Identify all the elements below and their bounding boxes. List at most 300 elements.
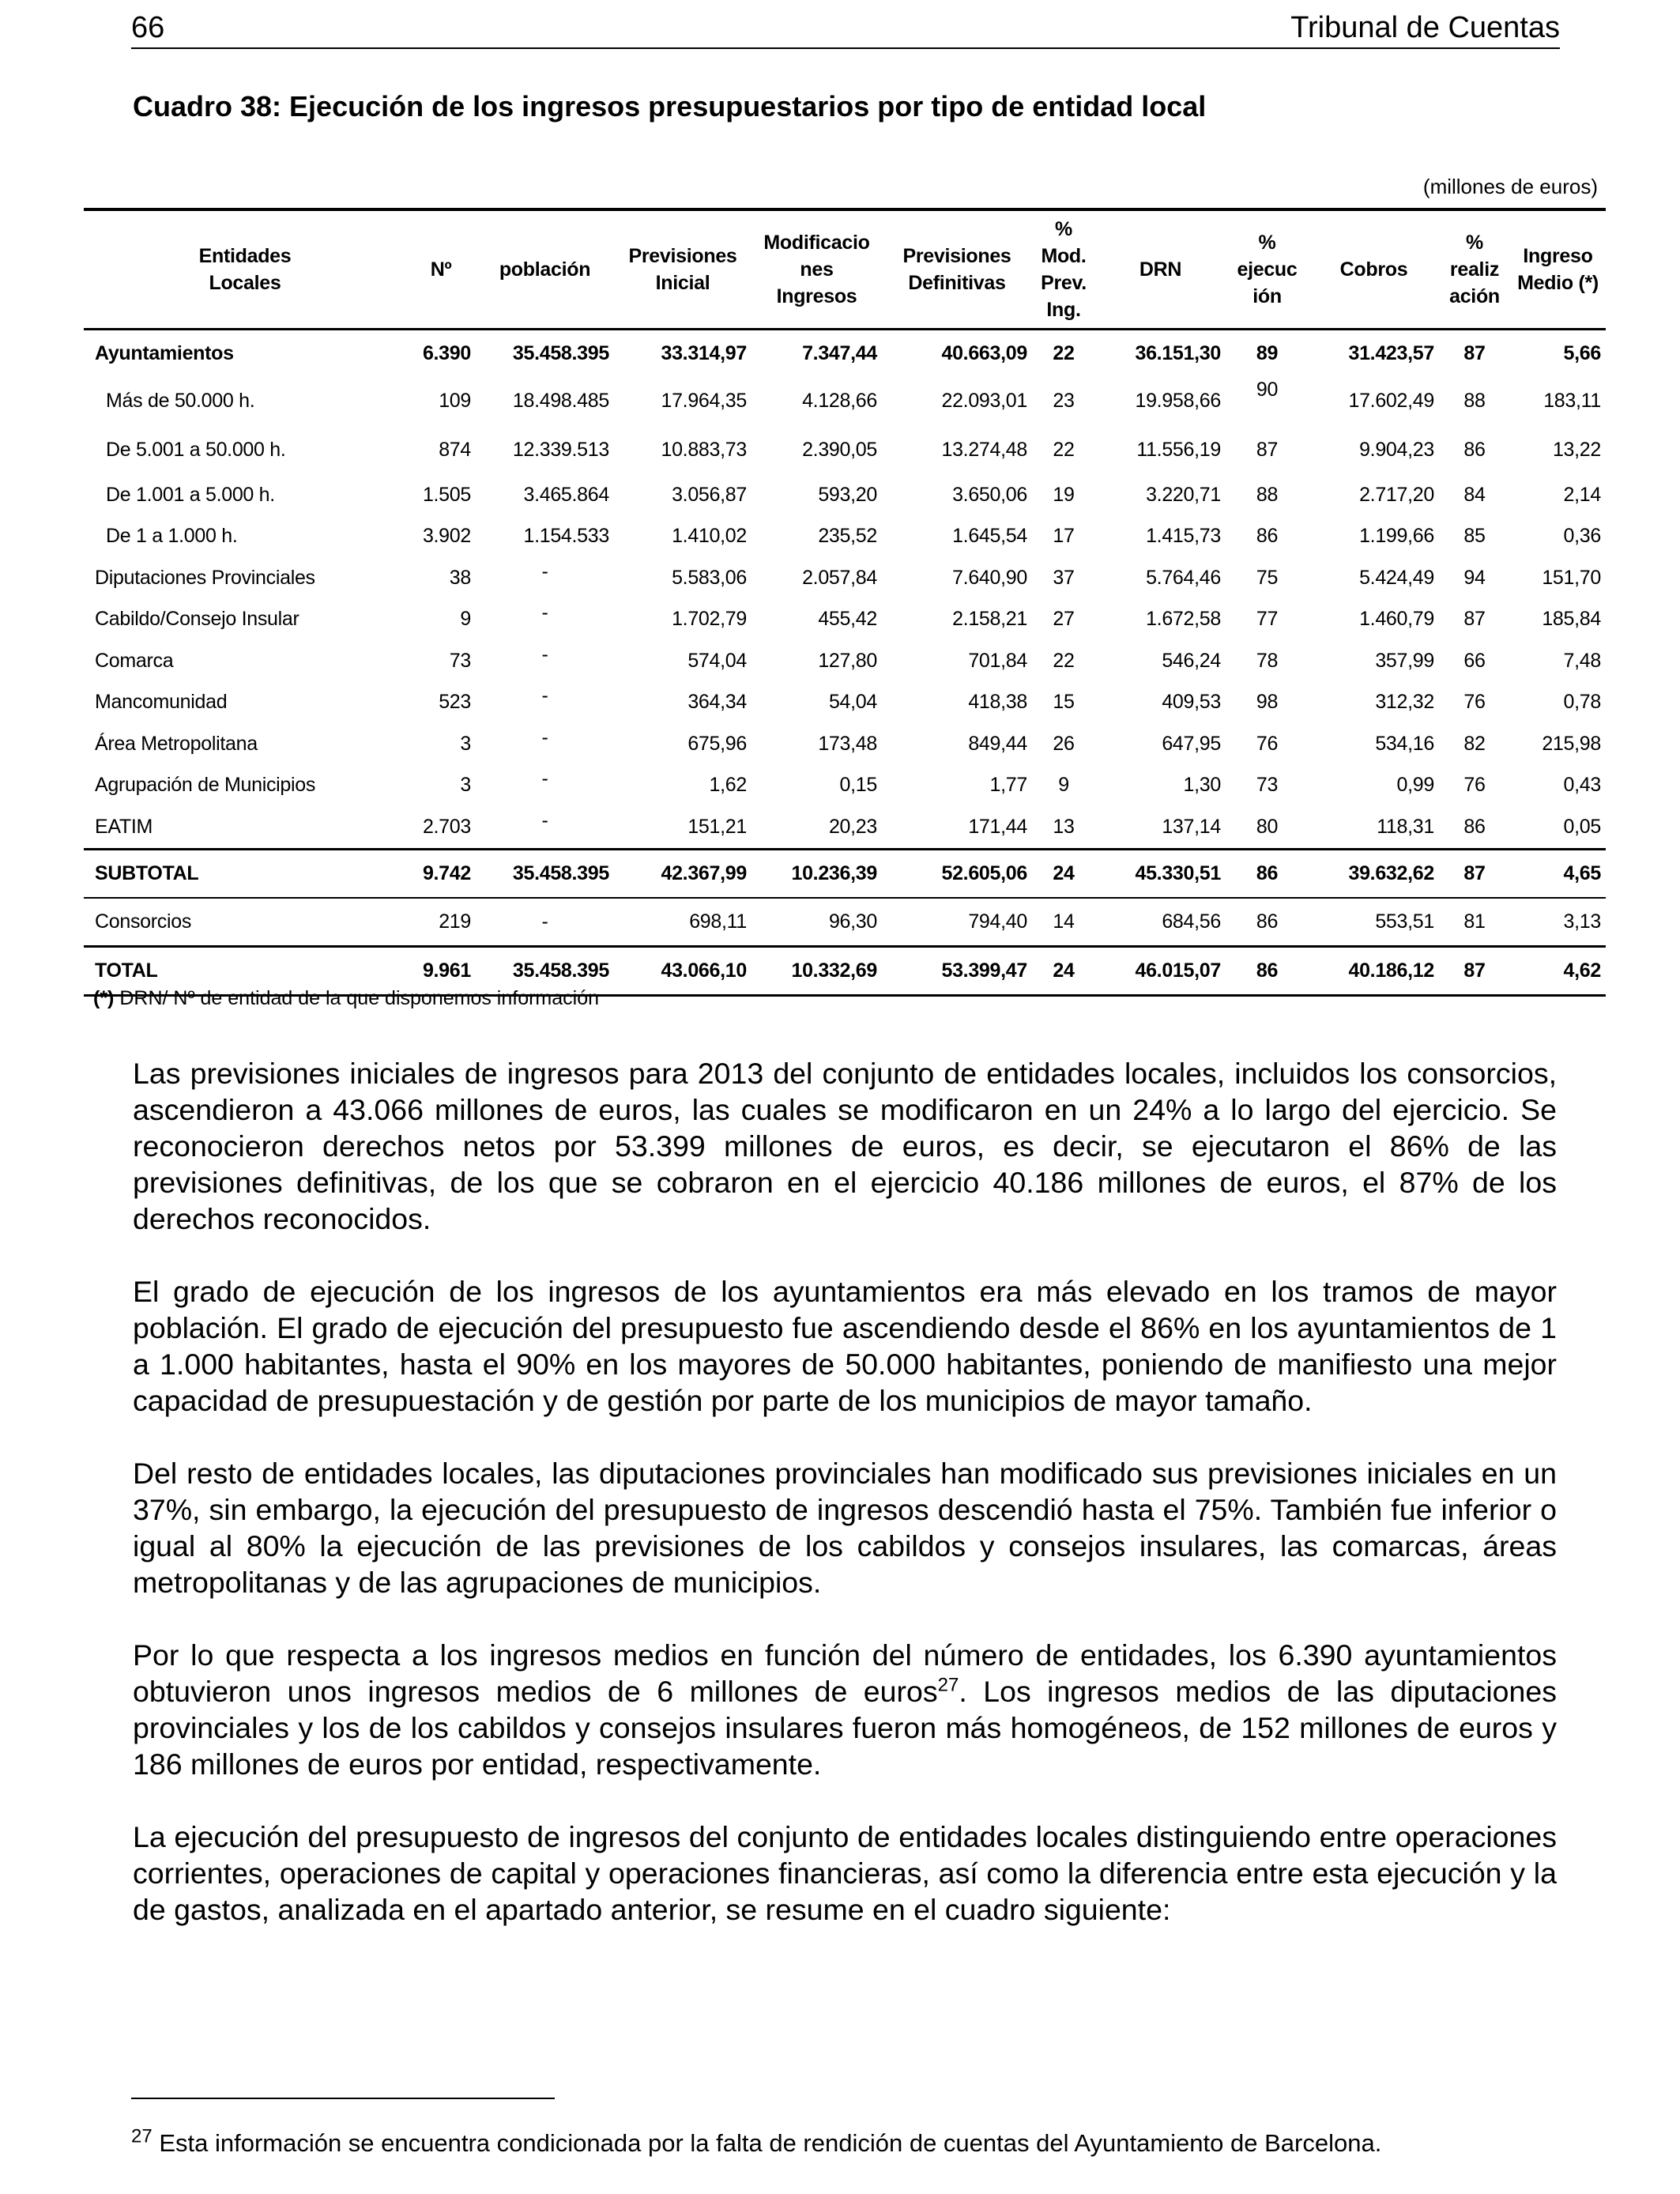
- cell-text: 11.556,19: [1136, 438, 1221, 461]
- cell-text: 82: [1463, 732, 1486, 755]
- cell-text: 85: [1463, 525, 1486, 548]
- cell-text: 6.390: [422, 341, 471, 364]
- value-cell: [751, 516, 882, 558]
- cell-text: 9: [1058, 774, 1069, 797]
- value-cell: [476, 599, 614, 641]
- cell-text: EATIM: [95, 815, 153, 838]
- cell-text: 0,43: [1563, 774, 1601, 797]
- value-cell: [614, 516, 751, 558]
- table-body: [84, 330, 1606, 996]
- value-cell: [1226, 599, 1309, 641]
- page-footnote: [131, 2125, 1382, 2159]
- value-cell: [614, 376, 751, 425]
- cell-text: 118,31: [1377, 815, 1434, 838]
- value-cell: [1226, 682, 1309, 724]
- cell-text: 7,48: [1563, 649, 1601, 672]
- value-cell: [476, 806, 614, 849]
- value-cell: [1095, 765, 1226, 807]
- table-row: [84, 474, 1606, 516]
- column-header: [751, 209, 882, 330]
- value-cell: [1032, 682, 1095, 724]
- cell-text: 26: [1053, 732, 1075, 755]
- cell-text: 364,34: [687, 691, 747, 714]
- budget-table-container: [84, 208, 1606, 997]
- column-header-line: Nº: [430, 258, 452, 281]
- cell-text: SUBTOTAL: [95, 861, 199, 884]
- value-cell: [1309, 376, 1439, 425]
- cell-text: 76: [1463, 774, 1486, 797]
- value-cell: [1439, 557, 1510, 599]
- value-cell: [1095, 806, 1226, 849]
- table-header-row: [84, 209, 1606, 330]
- cell-text: 15: [1053, 691, 1075, 714]
- cell-text: 3.220,71: [1146, 483, 1221, 506]
- value-cell: [1095, 898, 1226, 947]
- value-cell: [882, 474, 1032, 516]
- cell-text: 87: [1463, 341, 1486, 364]
- value-cell: [1439, 425, 1510, 474]
- value-cell: [406, 599, 476, 641]
- value-cell: [1510, 806, 1606, 849]
- cell-text: 0,36: [1563, 525, 1601, 548]
- value-cell: [1510, 376, 1606, 425]
- column-header-line: Mod.: [1041, 245, 1087, 267]
- value-cell: [1439, 640, 1510, 682]
- value-cell: [476, 425, 614, 474]
- value-cell: [1032, 849, 1095, 898]
- value-cell: [751, 425, 882, 474]
- cell-text: 27: [1053, 608, 1075, 631]
- cell-text: 17: [1053, 525, 1075, 548]
- value-cell: [406, 640, 476, 682]
- entity-name-cell: [84, 765, 406, 807]
- entity-name-cell: [84, 849, 406, 898]
- cell-text: Comarca: [95, 649, 174, 672]
- cell-text: 98: [1256, 691, 1279, 714]
- value-cell: [751, 946, 882, 995]
- table-row: [84, 765, 1606, 807]
- value-cell: [1226, 474, 1309, 516]
- cell-text: Área Metropolitana: [95, 732, 258, 755]
- cell-text: 3,13: [1563, 910, 1601, 933]
- column-header-line: ejecuc: [1237, 258, 1298, 281]
- value-cell: [1309, 330, 1439, 377]
- cell-text: 17.602,49: [1348, 389, 1434, 412]
- cell-text: 78: [1256, 649, 1279, 672]
- cell-text: TOTAL: [95, 959, 158, 982]
- value-cell: [882, 898, 1032, 947]
- cell-text: 1,77: [989, 774, 1027, 797]
- column-header-line: ión: [1252, 285, 1282, 307]
- value-cell: [751, 723, 882, 765]
- cell-text: 4.128,66: [802, 389, 877, 412]
- value-cell: [882, 765, 1032, 807]
- entity-name-cell: [84, 474, 406, 516]
- value-cell: [614, 806, 751, 849]
- table-row: [84, 376, 1606, 425]
- column-header-line: Previsiones: [902, 245, 1011, 267]
- cell-text: 701,84: [968, 649, 1027, 672]
- column-header-line: %: [1055, 218, 1072, 240]
- cell-text: 81: [1463, 910, 1486, 933]
- value-cell: [406, 516, 476, 558]
- cell-text: 66: [1463, 649, 1486, 672]
- column-header-line: %: [1258, 232, 1276, 254]
- value-cell: [1510, 557, 1606, 599]
- cell-text: 1.154.533: [523, 525, 609, 548]
- cell-text: 9.742: [422, 861, 471, 884]
- value-cell: [751, 806, 882, 849]
- cell-text: 4,62: [1563, 959, 1601, 982]
- cell-text: -: [541, 726, 548, 748]
- column-header-line: Ingresos: [776, 285, 857, 307]
- value-cell: [1309, 682, 1439, 724]
- column-header: [614, 209, 751, 330]
- cell-text: 84: [1463, 483, 1486, 506]
- column-header-line: Medio (*): [1517, 272, 1599, 294]
- paragraph-2: El grado de ejecución de los ingresos de los ayuntamientos era más elevado en los tramos de mayor población. El grado de ejecución del presupuesto fue ascendiendo desde el 86% en los ayuntamientos de 1 a 1.000 habitantes, hasta el 90% en los mayores de 50.000 habitantes, poniendo de manifiesto una mejor capacidad de presupuestación y de gestión por parte de los municipios de mayor tamaño.: [133, 1275, 1557, 1417]
- cell-text: -: [541, 910, 548, 933]
- value-cell: [1032, 898, 1095, 947]
- table-footnote-text: DRN/ Nº de entidad de la que disponemos información: [114, 987, 600, 1009]
- value-cell: [406, 723, 476, 765]
- cell-text: 86: [1256, 861, 1279, 884]
- column-header: [84, 209, 406, 330]
- cell-text: 137,14: [1162, 815, 1221, 838]
- value-cell: [476, 898, 614, 947]
- cell-text: 593,20: [818, 483, 877, 506]
- entity-name-cell: [84, 516, 406, 558]
- cell-text: 87: [1463, 861, 1486, 884]
- column-header-line: población: [499, 258, 591, 281]
- cell-text: -: [541, 560, 548, 582]
- cell-text: 7.347,44: [802, 341, 877, 364]
- cell-text: 3: [460, 732, 471, 755]
- value-cell: [1510, 330, 1606, 377]
- body-text: [133, 1055, 1557, 1964]
- value-cell: [476, 376, 614, 425]
- value-cell: [751, 557, 882, 599]
- value-cell: [1309, 849, 1439, 898]
- value-cell: [1095, 474, 1226, 516]
- cell-text: 5.424,49: [1359, 566, 1434, 589]
- value-cell: [1439, 898, 1510, 947]
- cell-text: 151,70: [1542, 566, 1601, 589]
- cell-text: 1.672,58: [1146, 608, 1221, 631]
- column-header-line: %: [1466, 232, 1483, 254]
- cell-text: Agrupación de Municipios: [95, 774, 316, 797]
- cell-text: 5,66: [1563, 341, 1601, 364]
- cell-text: 13: [1053, 815, 1075, 838]
- cell-text: Consorcios: [95, 910, 192, 933]
- cell-text: Mancomunidad: [95, 691, 228, 714]
- value-cell: [1309, 640, 1439, 682]
- cell-text: 0,78: [1563, 691, 1601, 714]
- cell-text: 73: [449, 649, 471, 672]
- cell-text: 13,22: [1552, 438, 1601, 461]
- cell-text: 1,62: [709, 774, 747, 797]
- cell-text: 3: [460, 774, 471, 797]
- column-header-line: Prev.: [1041, 272, 1087, 294]
- cell-text: 3.902: [422, 525, 471, 548]
- cell-text: 2.057,84: [802, 566, 877, 589]
- value-cell: [1095, 557, 1226, 599]
- value-cell: [1309, 516, 1439, 558]
- value-cell: [476, 682, 614, 724]
- value-cell: [1510, 946, 1606, 995]
- column-header: [406, 209, 476, 330]
- cell-text: 2,14: [1563, 483, 1601, 506]
- cell-text: 20,23: [828, 815, 877, 838]
- cell-text: 24: [1053, 959, 1075, 982]
- cell-text: 40.186,12: [1348, 959, 1434, 982]
- cell-text: 86: [1463, 815, 1486, 838]
- cell-text: 76: [1256, 732, 1279, 755]
- column-header: [1095, 209, 1226, 330]
- cell-text: 3.465.864: [523, 483, 609, 506]
- cell-text: 10.236,39: [791, 861, 877, 884]
- value-cell: [751, 474, 882, 516]
- entity-name-cell: [84, 682, 406, 724]
- column-header-line: DRN: [1139, 258, 1182, 281]
- table-footnote: [93, 985, 599, 1012]
- column-header-line: Entidades: [198, 245, 292, 267]
- column-header: [1032, 209, 1095, 330]
- column-header: [1510, 209, 1606, 330]
- cell-text: 22: [1053, 649, 1075, 672]
- column-header-line: Inicial: [655, 272, 710, 294]
- value-cell: [614, 723, 751, 765]
- cell-text: 31.423,57: [1348, 341, 1434, 364]
- value-cell: [882, 806, 1032, 849]
- cell-text: 54,04: [828, 691, 877, 714]
- value-cell: [1439, 765, 1510, 807]
- cell-text: 33.314,97: [661, 341, 747, 364]
- cell-text: 127,80: [818, 649, 877, 672]
- cell-text: 90: [1256, 378, 1279, 401]
- value-cell: [882, 682, 1032, 724]
- value-cell: [1032, 640, 1095, 682]
- entity-name-cell: [84, 640, 406, 682]
- footnote-number: 27: [131, 2125, 153, 2147]
- cell-text: De 1 a 1.000 h.: [106, 525, 238, 548]
- value-cell: [751, 376, 882, 425]
- table-title: Cuadro 38: Ejecución de los ingresos presupuestarios por tipo de entidad local: [133, 90, 1207, 123]
- cell-text: 75: [1256, 566, 1279, 589]
- cell-text: -: [541, 684, 548, 707]
- column-header: [882, 209, 1032, 330]
- value-cell: [614, 599, 751, 641]
- cell-text: 357,99: [1375, 649, 1434, 672]
- value-cell: [614, 898, 751, 947]
- value-cell: [1095, 946, 1226, 995]
- value-cell: [1309, 425, 1439, 474]
- page-number: 66: [131, 11, 165, 44]
- value-cell: [1032, 599, 1095, 641]
- cell-text: 86: [1256, 525, 1279, 548]
- cell-text: 2.390,05: [802, 438, 877, 461]
- column-header: [1439, 209, 1510, 330]
- cell-text: 86: [1256, 910, 1279, 933]
- entity-name-cell: [84, 557, 406, 599]
- value-cell: [1032, 806, 1095, 849]
- value-cell: [1439, 376, 1510, 425]
- value-cell: [1226, 640, 1309, 682]
- cell-text: 1.415,73: [1146, 525, 1221, 548]
- value-cell: [1226, 557, 1309, 599]
- cell-text: 312,32: [1375, 691, 1434, 714]
- table-footnote-mark: (*): [93, 987, 115, 1009]
- paragraph-5: La ejecución del presupuesto de ingresos del conjunto de entidades locales distinguiendo entre operaciones corrientes, operaciones de capital y operaciones financieras, así como la diferencia entre esta ejecución y la de gastos, analizada en el apartado anterior, se resume en el cuadro siguiente:: [133, 1820, 1557, 1926]
- table-row: [84, 599, 1606, 641]
- cell-text: 76: [1463, 691, 1486, 714]
- value-cell: [1032, 557, 1095, 599]
- value-cell: [1510, 765, 1606, 807]
- value-cell: [476, 557, 614, 599]
- column-header-line: Ing.: [1046, 299, 1081, 321]
- value-cell: [406, 330, 476, 377]
- value-cell: [1510, 474, 1606, 516]
- paragraph-4: [133, 1637, 1557, 1782]
- table-row: [84, 806, 1606, 849]
- value-cell: [1510, 599, 1606, 641]
- value-cell: [1095, 682, 1226, 724]
- cell-text: 14: [1053, 910, 1075, 933]
- cell-text: 183,11: [1543, 389, 1601, 412]
- value-cell: [406, 898, 476, 947]
- cell-text: 409,53: [1162, 691, 1221, 714]
- footnote-reference[interactable]: 27: [937, 1674, 959, 1696]
- value-cell: [882, 849, 1032, 898]
- cell-text: 13.274,48: [941, 438, 1027, 461]
- value-cell: [1032, 723, 1095, 765]
- value-cell: [1510, 640, 1606, 682]
- value-cell: [614, 682, 751, 724]
- value-cell: [406, 849, 476, 898]
- cell-text: 36.151,30: [1135, 341, 1221, 364]
- value-cell: [1439, 682, 1510, 724]
- cell-text: 5.764,46: [1146, 566, 1221, 589]
- value-cell: [1439, 516, 1510, 558]
- cell-text: 0,15: [839, 774, 877, 797]
- value-cell: [1439, 946, 1510, 995]
- cell-text: 87: [1463, 608, 1486, 631]
- cell-text: 35.458.395: [512, 959, 609, 982]
- value-cell: [406, 376, 476, 425]
- cell-text: 1.505: [422, 483, 471, 506]
- cell-text: 1.199,66: [1359, 525, 1434, 548]
- cell-text: 12.339.513: [512, 438, 609, 461]
- cell-text: 418,38: [968, 691, 1027, 714]
- value-cell: [882, 330, 1032, 377]
- cell-text: 96,30: [828, 910, 877, 933]
- value-cell: [1510, 849, 1606, 898]
- value-cell: [1032, 765, 1095, 807]
- cell-text: 73: [1256, 774, 1279, 797]
- value-cell: [1510, 898, 1606, 947]
- value-cell: [1226, 849, 1309, 898]
- table-row: [84, 682, 1606, 724]
- paragraph-4-part-1: Por lo que respecta a los ingresos medios en función del número de entidades, los 6.390 ayuntamientos obtuvieron unos ingresos medios de 6 millones de euros: [133, 1638, 1557, 1708]
- column-header-line: ación: [1449, 285, 1500, 307]
- cell-text: 18.498.485: [512, 389, 609, 412]
- entity-name-cell: [84, 806, 406, 849]
- value-cell: [406, 474, 476, 516]
- cell-text: 24: [1053, 861, 1075, 884]
- value-cell: [1226, 723, 1309, 765]
- table-row: [84, 557, 1606, 599]
- table-row: [84, 516, 1606, 558]
- value-cell: [1309, 946, 1439, 995]
- value-cell: [476, 723, 614, 765]
- table-row: [84, 330, 1606, 377]
- value-cell: [1510, 723, 1606, 765]
- cell-text: 647,95: [1162, 732, 1221, 755]
- value-cell: [1095, 599, 1226, 641]
- cell-text: 86: [1463, 438, 1486, 461]
- value-cell: [1309, 557, 1439, 599]
- value-cell: [1032, 516, 1095, 558]
- value-cell: [1226, 765, 1309, 807]
- cell-text: 17.964,35: [661, 389, 747, 412]
- cell-text: 874: [439, 438, 471, 461]
- footnote-text: Esta información se encuentra condicionada por la falta de rendición de cuentas del Ayuntamiento de Barcelona.: [152, 2129, 1382, 2157]
- value-cell: [1439, 599, 1510, 641]
- cell-text: 523: [439, 691, 471, 714]
- running-title: Tribunal de Cuentas: [1290, 11, 1560, 44]
- cell-text: 0,05: [1563, 815, 1601, 838]
- value-cell: [1309, 599, 1439, 641]
- cell-text: 23: [1053, 389, 1075, 412]
- value-cell: [882, 425, 1032, 474]
- entity-name-cell: [84, 376, 406, 425]
- cell-text: 171,44: [968, 815, 1027, 838]
- value-cell: [476, 516, 614, 558]
- cell-text: 553,51: [1375, 910, 1434, 933]
- cell-text: 46.015,07: [1135, 959, 1221, 982]
- cell-text: 9: [460, 608, 471, 631]
- cell-text: De 1.001 a 5.000 h.: [106, 483, 275, 506]
- cell-text: 10.332,69: [791, 959, 877, 982]
- column-header-line: realiz: [1449, 258, 1500, 281]
- value-cell: [406, 682, 476, 724]
- cell-text: -: [541, 643, 548, 665]
- cell-text: 52.605,06: [941, 861, 1027, 884]
- cell-text: 0,99: [1396, 774, 1434, 797]
- value-cell: [614, 849, 751, 898]
- entity-name-cell: [84, 599, 406, 641]
- cell-text: 546,24: [1162, 649, 1221, 672]
- value-cell: [1510, 682, 1606, 724]
- value-cell: [1095, 723, 1226, 765]
- cell-text: 5.583,06: [672, 566, 747, 589]
- cell-text: 1.645,54: [952, 525, 1027, 548]
- cell-text: 39.632,62: [1348, 861, 1434, 884]
- value-cell: [476, 849, 614, 898]
- value-cell: [1032, 330, 1095, 377]
- value-cell: [1309, 474, 1439, 516]
- value-cell: [1439, 723, 1510, 765]
- cell-text: 22: [1053, 341, 1075, 364]
- value-cell: [1226, 946, 1309, 995]
- page-header: [131, 8, 1560, 49]
- value-cell: [882, 640, 1032, 682]
- value-cell: [476, 330, 614, 377]
- value-cell: [614, 557, 751, 599]
- value-cell: [1439, 849, 1510, 898]
- cell-text: 3.650,06: [952, 483, 1027, 506]
- cell-text: 87: [1256, 438, 1279, 461]
